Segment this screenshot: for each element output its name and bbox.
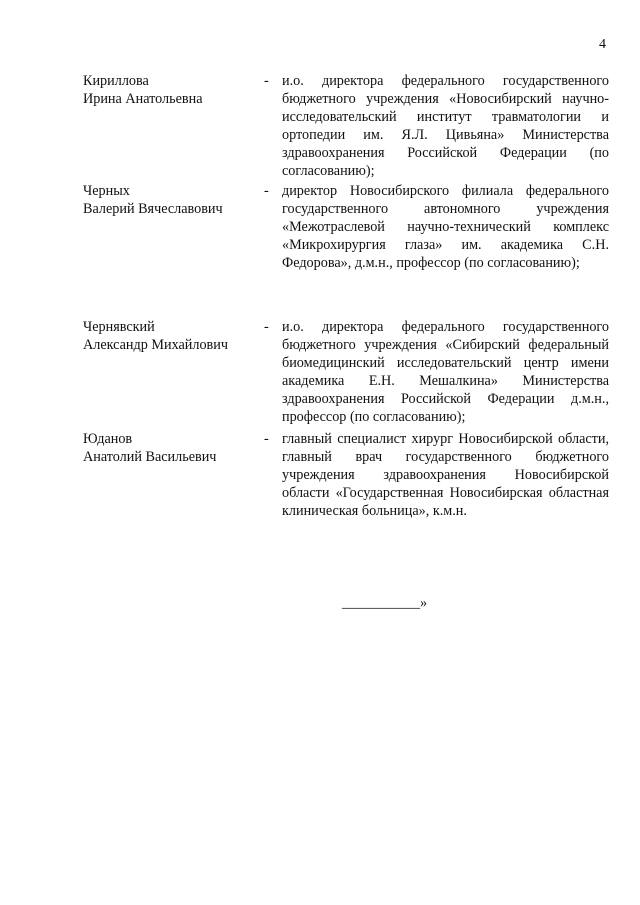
page-number: 4 (599, 37, 606, 52)
member-name (83, 72, 253, 108)
member-surname: Кириллова (83, 73, 149, 89)
member-given-names: Ирина Анатольевна (83, 91, 203, 107)
member-name (83, 430, 253, 466)
entry-dash: - (264, 183, 269, 199)
closing-line: ___________» (342, 595, 428, 611)
member-given-names: Валерий Вячеславович (83, 201, 223, 217)
member-surname: Черных (83, 183, 130, 199)
entry-dash: - (264, 319, 269, 335)
entry-dash: - (264, 431, 269, 447)
member-surname: Юданов (83, 431, 133, 447)
member-name (83, 318, 253, 354)
member-given-names: Анатолий Васильевич (83, 449, 217, 465)
member-position: главный специалист хирург Новосибирской области, главный врач государственного бюджетного учреждения здравоохранения Новосибирской области «Государственная Новосибирская областная клиническая больница», к.м.н. (282, 431, 609, 519)
member-given-names: Александр Михайлович (83, 337, 228, 353)
entry-dash: - (264, 73, 269, 89)
member-position: директор Новосибирского филиала федерального государственного автономного учреждения «Межотраслевой научно-технический комплекс «Микрохирургия глаза» им. академика С.Н. Федорова», д.м.н., профессор (по согласованию); (282, 183, 609, 271)
member-name (83, 182, 253, 218)
member-position: и.о. директора федерального государственного бюджетного учреждения «Новосибирский научно-исследовательский институт травматологии и ортопедии им. Я.Л. Цивьяна» Министерства здравоохранения Российской Федерации (по согласованию); (282, 73, 609, 179)
member-position: и.о. директора федерального государственного бюджетного учреждения «Сибирский федеральный биомедицинский исследовательский центр имени академика Е.Н. Мешалкина» Министерства здравоохранения Российской Федерации д.м.н., профессор (по согласованию); (282, 319, 609, 425)
member-surname: Чернявский (83, 319, 155, 335)
